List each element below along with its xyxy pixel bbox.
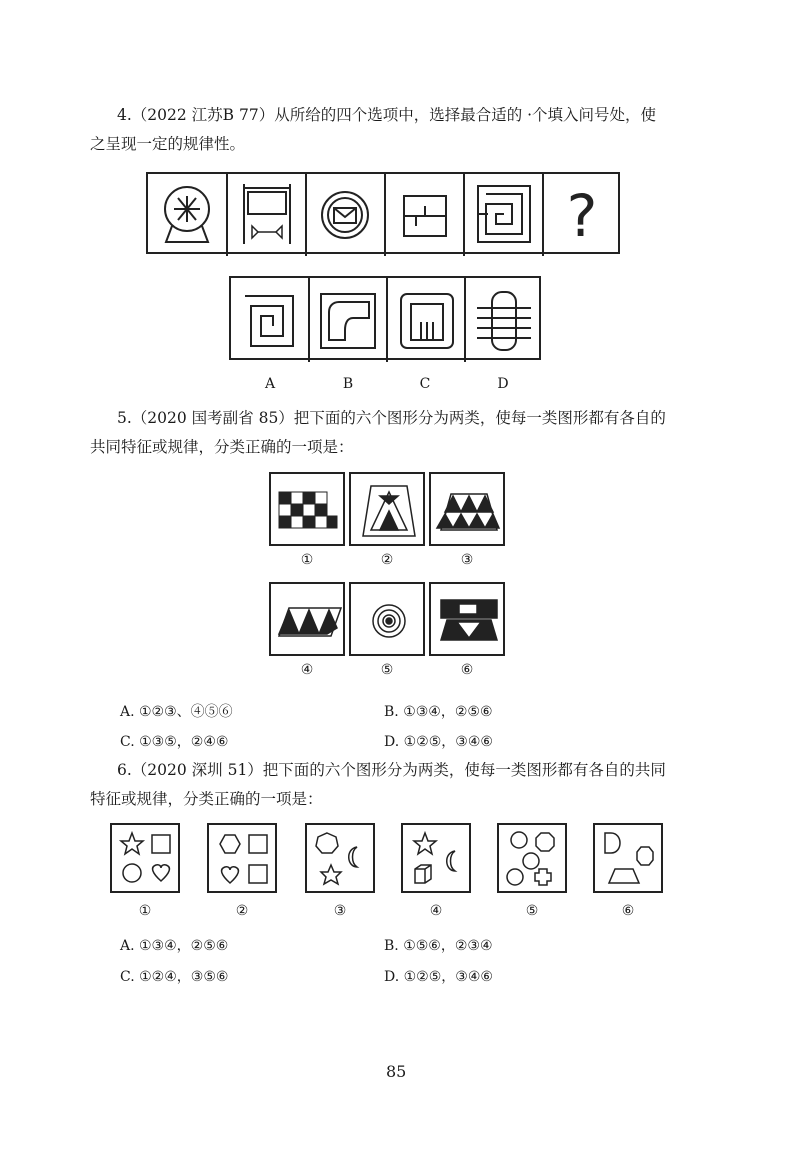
q5-figure-3 (429, 472, 505, 546)
q4-line2: 之呈现一定的规律性。 (90, 135, 246, 153)
q6-label-4: ④ (429, 903, 443, 919)
q6-choice-c: C. ①②④，③⑤⑥ (120, 969, 229, 985)
q5-label-1: ① (300, 552, 314, 568)
q5-line2: 共同特征或规律，分类正确的一项是： (90, 438, 354, 456)
q4-line1: 4.（2022 江苏B 77）从所给的四个选项中，选择最合适的 ·个填入问号处，使 (117, 106, 657, 124)
q5-choice-d: D. ①②⑤，③④⑥ (384, 734, 493, 750)
q4-options-panel (229, 276, 541, 360)
q5-choice-a: A. ①②③、④⑤⑥ (120, 704, 233, 720)
q4-option-c-figure (401, 294, 453, 348)
q5-figure-6 (429, 582, 505, 656)
q4-option-a-figure (245, 296, 293, 346)
q4-figure-3 (322, 192, 368, 238)
q5-label-2: ② (380, 552, 394, 568)
q6-figure-5 (497, 823, 567, 893)
q5-figure-4 (269, 582, 345, 656)
q4-sequence-panel (146, 172, 620, 254)
q4-question-mark: ? (566, 182, 598, 250)
q4-option-d-figure (477, 292, 531, 350)
q6-figure-2 (207, 823, 277, 893)
q4-figure-1 (165, 187, 209, 242)
q6-choice-a: A. ①③④，②⑤⑥ (120, 938, 229, 954)
q4-option-b-label: B (342, 376, 354, 392)
q5-choice-b: B. ①③④，②⑤⑥ (384, 704, 493, 720)
q5-choice-c: C. ①③⑤，②④⑥ (120, 734, 229, 750)
q5-label-3: ③ (460, 552, 474, 568)
q4-option-figures (231, 278, 543, 362)
q4-figure-4 (404, 196, 446, 236)
q6-label-2: ② (235, 903, 249, 919)
q6-figure-1 (110, 823, 180, 893)
q5-figure-2 (349, 472, 425, 546)
q6-label-3: ③ (333, 903, 347, 919)
q6-figure-4 (401, 823, 471, 893)
q4-option-c-label: C (419, 376, 431, 392)
q4-sequence-figures (148, 174, 622, 256)
q4-figure-5 (478, 186, 530, 242)
q6-label-6: ⑥ (621, 903, 635, 919)
q5-figure-1 (269, 472, 345, 546)
q4-option-b-figure (321, 294, 375, 348)
q6-line1: 6.（2020 深圳 51）把下面的六个图形分为两类，使每一类图形都有各自的共同 (117, 761, 666, 779)
q5-figure-5 (349, 582, 425, 656)
q6-figure-3 (305, 823, 375, 893)
q5-label-4: ④ (300, 662, 314, 678)
q6-label-5: ⑤ (525, 903, 539, 919)
q4-option-d-label: D (497, 376, 509, 392)
q4-figure-2 (244, 184, 290, 244)
q5-line1: 5.（2020 国考副省 85）把下面的六个图形分为两类，使每一类图形都有各自的 (117, 409, 666, 427)
q6-label-1: ① (138, 903, 152, 919)
q6-choice-b: B. ①⑤⑥，②③④ (384, 938, 493, 954)
page-number: 85 (386, 1062, 407, 1081)
q5-label-6: ⑥ (460, 662, 474, 678)
q4-option-a-label: A (264, 376, 276, 392)
q6-line2: 特征或规律，分类正确的一项是： (90, 790, 323, 808)
q6-choice-d: D. ①②⑤，③④⑥ (384, 969, 493, 985)
q5-label-5: ⑤ (380, 662, 394, 678)
q6-figure-6 (593, 823, 663, 893)
